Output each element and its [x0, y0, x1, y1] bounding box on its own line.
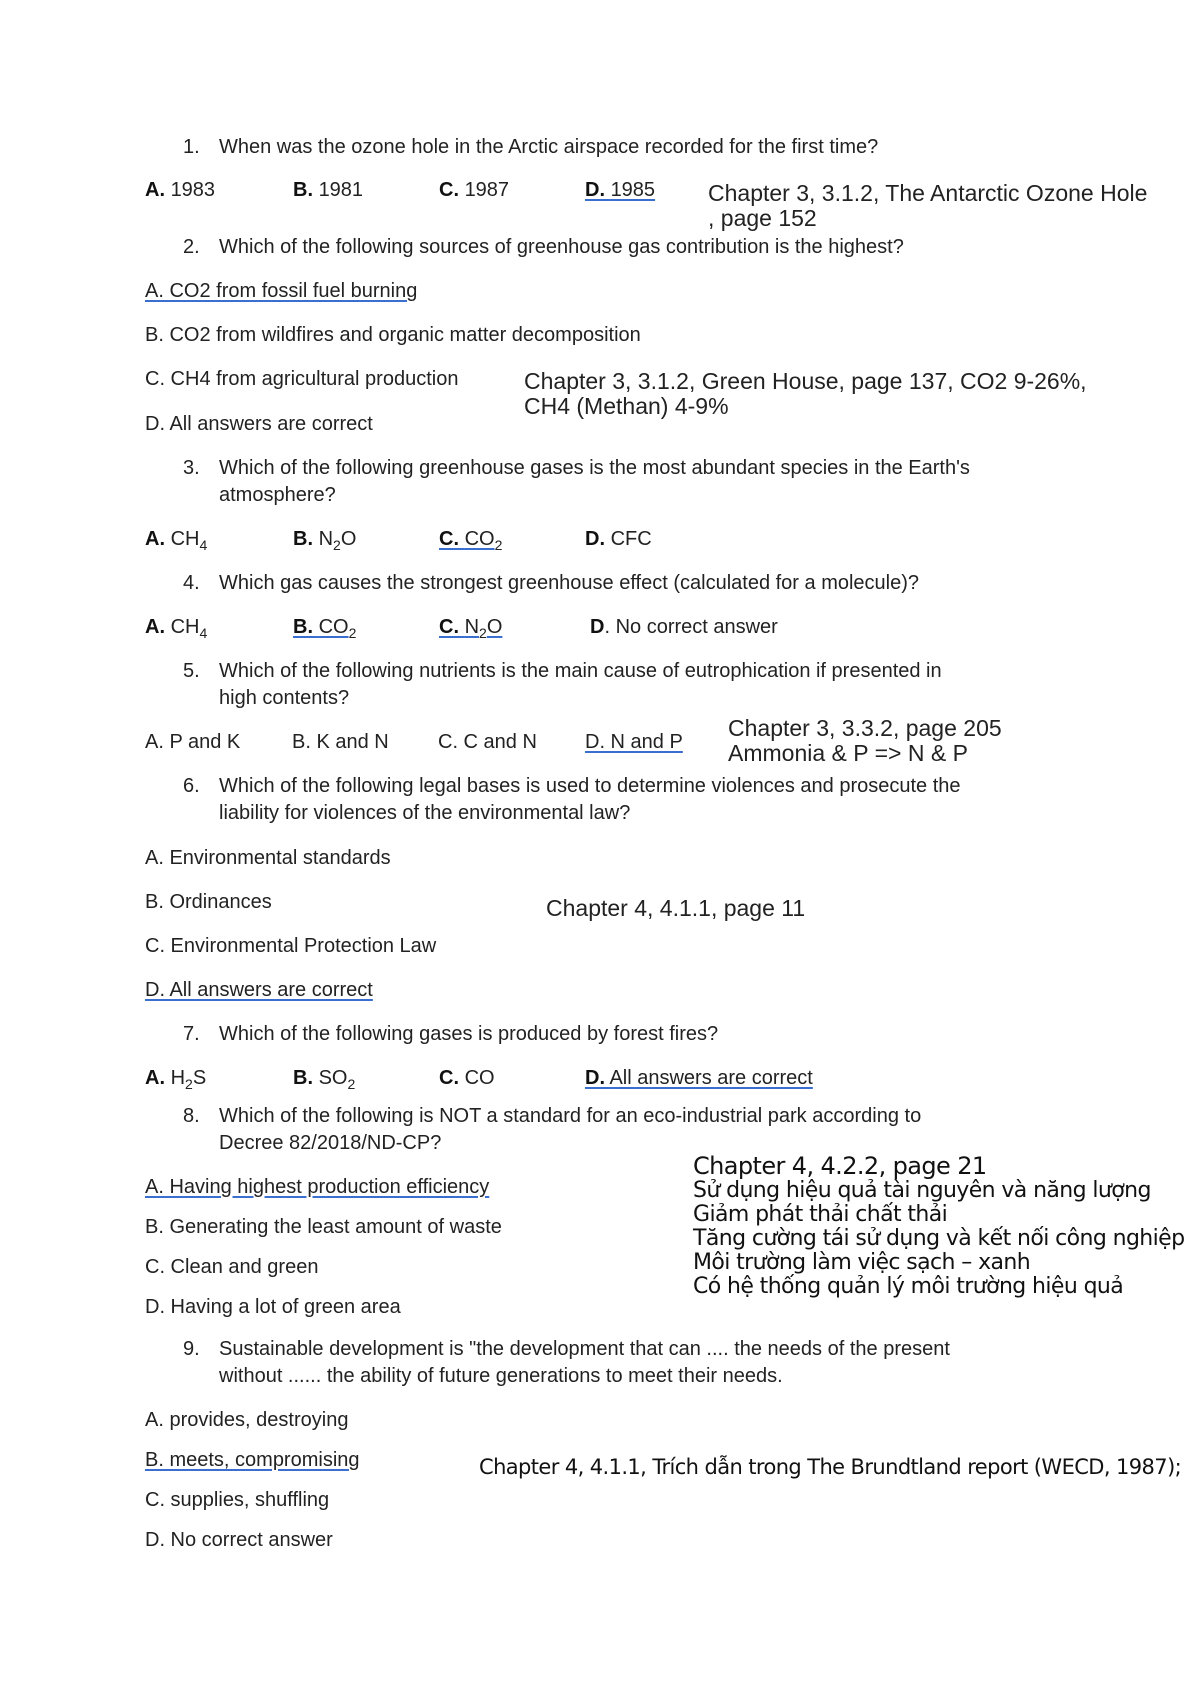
- note-q8-line4: Tăng cường tái sử dụng và kết nối công nghiệp: [693, 1226, 1185, 1251]
- option-c: C. C and N: [438, 731, 537, 753]
- option-c: C. CO: [439, 1067, 495, 1089]
- question-text: Which gas causes the strongest greenhouse effect (calculated for a molecule)?: [219, 572, 920, 594]
- option-b: B. Generating the least amount of waste: [145, 1216, 502, 1238]
- note-q2-line1: Chapter 3, 3.1.2, Green House, page 137, CO2 9-26%,: [524, 368, 1087, 394]
- option-b: B. CO2 from wildfires and organic matter decomposition: [145, 324, 641, 346]
- option-b: B. $N_2O$: [293, 528, 357, 553]
- note-q8-line3: Giảm phát thải chất thải: [693, 1202, 948, 1227]
- note-q5-line1: Chapter 3, 3.3.2, page 205: [728, 715, 1002, 741]
- option-d-correct: D. 1985: [585, 179, 656, 201]
- option-c: C. 1987: [439, 179, 510, 201]
- option-a-correct: A. Having highest production efficiency: [145, 1176, 490, 1198]
- option-d: D. Having a lot of green area: [145, 1296, 401, 1318]
- question-text-cont: liability for violences of the environmental law?: [219, 802, 631, 824]
- option-c: C. Clean and green: [145, 1256, 319, 1278]
- question-text-cont: without ...... the ability of future generations to meet their needs.: [219, 1365, 783, 1387]
- option-d-correct: D. All answers are correct: [145, 979, 373, 1001]
- option-d: D. No correct answer: [590, 616, 778, 638]
- option-c-marked: C. $N_2O$: [439, 616, 503, 641]
- question-number: 9.: [183, 1338, 200, 1360]
- note-q8-line1: Chapter 4, 4.2.2, page 21: [693, 1152, 987, 1180]
- option-a: A. P and K: [145, 731, 241, 753]
- option-d: D. All answers are correct: [145, 413, 373, 435]
- option-a: A. $CH_4$: [145, 616, 208, 641]
- option-d-correct: D. All answers are correct: [585, 1067, 813, 1089]
- note-q9: Chapter 4, 4.1.1, Trích dẫn trong The Brundtland report (WECD, 1987);: [479, 1455, 1182, 1479]
- option-a: A. $H_2S$: [145, 1067, 207, 1092]
- question-text: Which of the following gases is produced by forest fires?: [219, 1023, 719, 1045]
- note-q1-line1: Chapter 3, 3.1.2, The Antarctic Ozone Hole: [708, 180, 1148, 206]
- option-c-correct: C. $CO_2$: [439, 528, 503, 553]
- option-b: B. K and N: [292, 731, 389, 753]
- note-q1-line2: , page 152: [708, 205, 817, 231]
- note-q8-line5: Môi trường làm việc sạch – xanh: [693, 1250, 1031, 1275]
- option-b: B. $SO_2$: [293, 1067, 356, 1092]
- option-b: B. Ordinances: [145, 891, 272, 913]
- option-a: A. Environmental standards: [145, 847, 391, 869]
- question-text-cont: high contents?: [219, 687, 350, 709]
- option-d: D. No correct answer: [145, 1529, 333, 1551]
- question-number: 2.: [183, 236, 200, 258]
- option-a: A. 1983: [145, 179, 216, 201]
- option-d-correct: D. N and P: [585, 731, 683, 753]
- option-b-correct: B. meets, compromising: [145, 1449, 360, 1471]
- question-text: Which of the following nutrients is the main cause of eutrophication if presented in: [219, 660, 942, 682]
- option-c: C. supplies, shuffling: [145, 1489, 330, 1511]
- question-text: Which of the following legal bases is used to determine violences and prosecute the: [219, 775, 961, 797]
- question-text-cont: Decree 82/2018/ND-CP?: [219, 1132, 442, 1154]
- option-c: C. Environmental Protection Law: [145, 935, 437, 957]
- question-number: 3.: [183, 457, 200, 479]
- question-number: 5.: [183, 660, 200, 682]
- question-number: 7.: [183, 1023, 200, 1045]
- question-number: 4.: [183, 572, 200, 594]
- question-text: Sustainable development is "the development that can .... the needs of the present: [219, 1338, 950, 1360]
- option-a: A. $CH_4$: [145, 528, 208, 553]
- note-q5-line2: Ammonia & P => N & P: [728, 740, 968, 766]
- note-q6: Chapter 4, 4.1.1, page 11: [546, 895, 806, 921]
- question-number: 6.: [183, 775, 200, 797]
- option-a: A. provides, destroying: [145, 1409, 349, 1431]
- question-number: 1.: [183, 136, 200, 158]
- option-b-correct: B. $CO_2$: [293, 616, 357, 641]
- note-q8-line2: Sử dụng hiệu quả tài nguyên và năng lượng: [693, 1178, 1151, 1203]
- option-c: C. CH4 from agricultural production: [145, 368, 459, 390]
- question-text: Which of the following sources of greenhouse gas contribution is the highest?: [219, 236, 904, 258]
- question-text: When was the ozone hole in the Arctic airspace recorded for the first time?: [219, 136, 879, 158]
- question-text-cont: atmosphere?: [219, 484, 336, 506]
- question-text: Which of the following is NOT a standard for an eco-industrial park according to: [219, 1105, 922, 1127]
- note-q2-line2: CH4 (Methan) 4-9%: [524, 393, 729, 419]
- option-d: D. CFC: [585, 528, 652, 550]
- question-number: 8.: [183, 1105, 200, 1127]
- option-b: B. 1981: [293, 179, 364, 201]
- note-q8-line6: Có hệ thống quản lý môi trường hiệu quả: [693, 1274, 1124, 1299]
- option-a-correct: A. CO2 from fossil fuel burning: [145, 280, 418, 302]
- question-text: Which of the following greenhouse gases is the most abundant species in the Earth's: [219, 457, 970, 479]
